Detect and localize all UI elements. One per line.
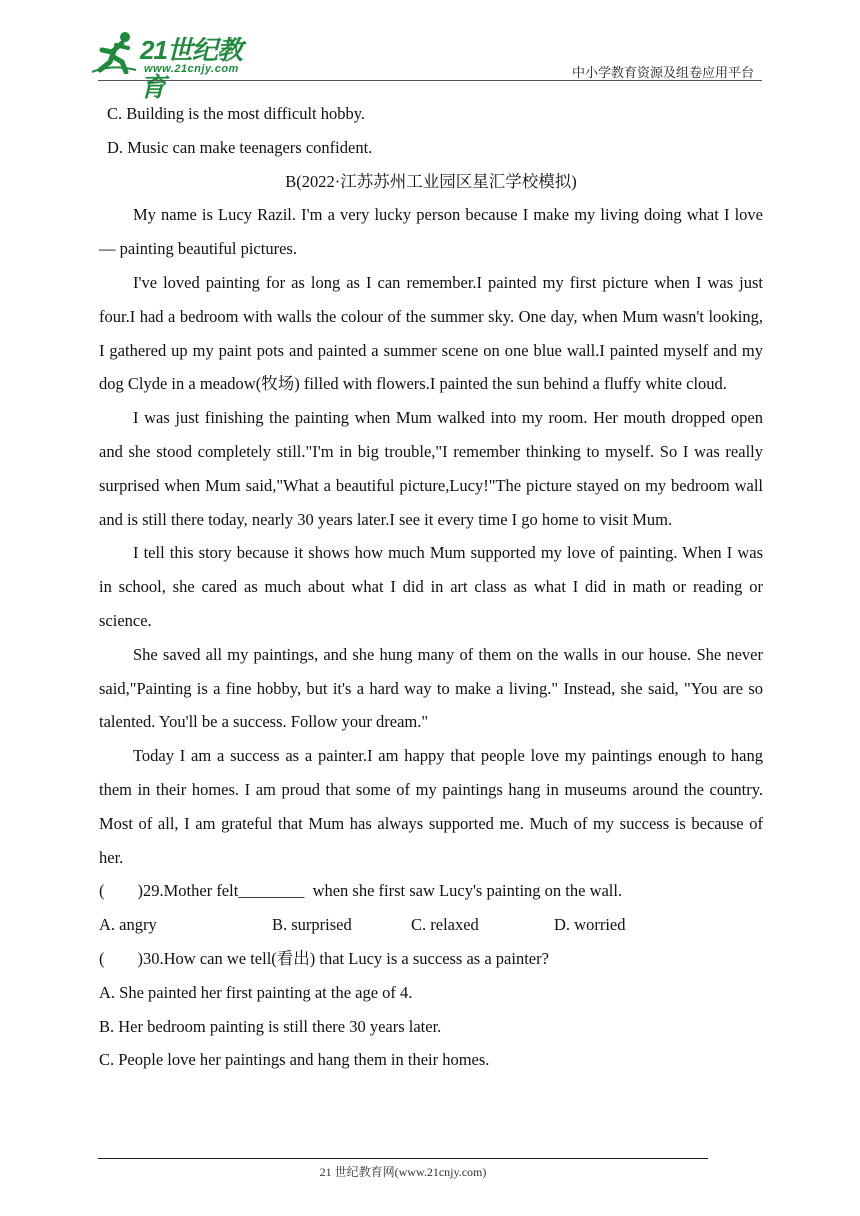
page-header	[0, 0, 860, 102]
footer-divider	[98, 1158, 708, 1159]
q29-option-a[interactable]: A. angry	[99, 915, 157, 935]
passage-paragraph-6: Today I am a success as a painter.I am happy that people love my paintings enough to hang them in their homes. I am proud that some of my paintings hang in museums around the country. Most of all, I am grateful that Mum has always supported me. Much of my success is because of her.	[99, 746, 763, 867]
q29-options	[99, 908, 763, 942]
q29-option-c[interactable]: C. relaxed	[411, 915, 479, 935]
question-30: ( )30.How can we tell(看出) that Lucy is a success as a painter?	[99, 948, 549, 968]
section-title: B(2022·江苏苏州工业园区星汇学校模拟)	[285, 171, 577, 191]
passage-paragraph-4: I tell this story because it shows how much Mum supported my love of painting. When I was in school, she cared as much about what I did in art class as what I did in math or reading or science.	[99, 543, 763, 630]
q29-suffix: when she first saw Lucy's painting on the wall.	[304, 881, 623, 901]
passage-paragraph-3: I was just finishing the painting when Mum walked into my room. Her mouth dropped open and she stood completely still."I'm in big trouble,"I remember thinking to myself. So I was really surprised when Mum said,"What a beautiful picture,Lucy!"The picture stayed on my bedroom wall and is still there today, nearly 30 years later.I see it every time I go home to visit Mum.	[99, 408, 763, 529]
site-logo[interactable]	[92, 30, 262, 102]
q30-option-a[interactable]: A. She painted her first painting at the age of 4.	[99, 982, 413, 1002]
page-footer[interactable]: 21 世纪教育网(www.21cnjy.com)	[319, 1165, 487, 1179]
q30-option-c[interactable]: C. People love her paintings and hang them in their homes.	[99, 1050, 490, 1070]
q29-prefix: ( )29.Mother felt	[99, 881, 239, 901]
header-divider	[98, 80, 762, 81]
passage-paragraph-2: I've loved painting for as long as I can remember.I painted my first picture when I was just four.I had a bedroom with walls the colour of the summer sky. One day, when Mum wasn't looking, I gathered up my paint pots and painted a summer scene on one blue wall.I painted myself and my dog Clyde in a meadow(牧场) filled with flowers.I painted the sun behind a fluffy white cloud.	[99, 272, 763, 394]
document-body	[99, 97, 763, 1077]
passage-paragraph-5: She saved all my paintings, and she hung many of them on the walls in our house. She never said,"Painting is a fine hobby, but it's a hard way to make a living." Instead, she said, "You are so talented. You'll be a success. Follow your dream."	[99, 644, 763, 732]
q29-option-b[interactable]: B. surprised	[272, 915, 352, 935]
passage-paragraph-1: My name is Lucy Razil. I'm a very lucky person because I make my living doing what I love — painting beautiful pictures.	[99, 205, 763, 259]
question-29	[99, 874, 763, 908]
prev-option-c: C. Building is the most difficult hobby.	[107, 104, 366, 123]
logo-url: www.21cnjy.com	[144, 63, 239, 75]
q29-answer-blank[interactable]: ________	[238, 881, 305, 901]
platform-label: 中小学教育资源及组卷应用平台	[571, 66, 754, 81]
q30-option-b[interactable]: B. Her bedroom painting is still there 30 years later.	[99, 1016, 442, 1036]
runner-icon	[92, 30, 138, 74]
prev-option-d: D. Music can make teenagers confident.	[107, 137, 373, 157]
q29-option-d[interactable]: D. worried	[554, 915, 626, 935]
logo-text: 21世纪教育	[140, 35, 242, 102]
